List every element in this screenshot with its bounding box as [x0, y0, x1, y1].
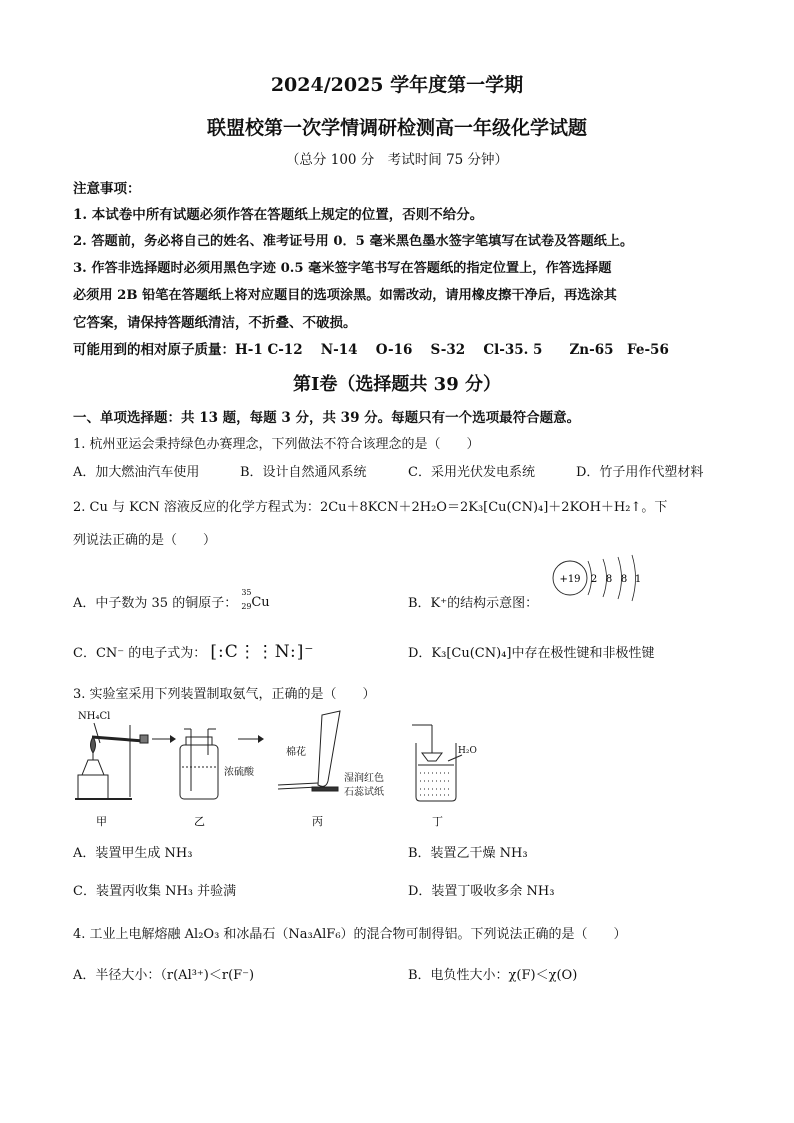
nuclide-mass: 35: [241, 587, 252, 597]
nuclide-number: 29: [241, 601, 252, 611]
notice-3b: 必须用 2B 铅笔在答题纸上将对应题目的选项涂黑。如需改动，请用橡皮擦干净后，再选涂其: [73, 288, 617, 303]
k-ion-structure-diagram: [548, 553, 648, 605]
notice-3a: 3. 作答非选择题时必须用黑色字迹 0.5 毫米签字笔书写在答题纸的指定位置上，作答选择题: [73, 261, 612, 276]
cn-electron-formula: [:C⋮⋮N:]⁻: [210, 642, 315, 662]
apparatus-figure: [72, 705, 477, 830]
exam-meta: （总分 100 分 考试时间 75 分钟）: [285, 152, 509, 168]
q1-option-b: B．设计自然通风系统: [240, 465, 367, 480]
q2-c-label: C．CN⁻ 的电子式为：: [73, 646, 207, 661]
q3-option-b: B．装置乙干燥 NH₃: [408, 846, 528, 861]
shell-3: 8: [620, 574, 628, 585]
shell-4: 1: [634, 574, 642, 585]
nucleus-charge: +19: [559, 574, 581, 585]
exam-year: 2024/2025 学年度第一学期: [270, 74, 524, 96]
q1-option-d: D．竹子用作代塑材料: [576, 465, 704, 480]
apparatus-jia: [75, 711, 148, 799]
label-paper-1: 湿润红色: [344, 773, 384, 784]
label-water: H₂O: [458, 746, 477, 756]
label-ding: 丁: [432, 815, 443, 828]
notice-heading: 注意事项：: [73, 181, 141, 197]
notice-3c: 它答案，请保持答题纸清洁，不折叠、不破损。: [73, 315, 357, 331]
q4-option-a: A．半径大小：（r(Al³⁺)＜r(F⁻): [73, 968, 255, 983]
label-jia: 甲: [96, 815, 107, 828]
q4-stem: 4. 工业上电解熔融 Al₂O₃ 和冰晶石（Na₃AlF₆）的混合物可制得铝。下列说法正确的是（ ）: [73, 927, 627, 942]
section-instructions: 一、单项选择题：共 13 题，每题 3 分，共 39 分。每题只有一个选项最符合题意。: [73, 410, 581, 426]
atomic-masses: 可能用到的相对原子质量：H-1 C-12 N-14 O-16 S-32 Cl-35. 5 Zn-65 Fe-56: [73, 342, 669, 358]
q1-option-c: C．采用光伏发电系统: [408, 465, 535, 480]
q2-stem-suffix: 。下: [641, 500, 668, 515]
q2-stem-prefix: 2. Cu 与 KCN 溶液反应的化学方程式为：: [73, 500, 320, 515]
q2-option-b: B．K⁺的结构示意图：: [408, 596, 539, 611]
label-bing: 丙: [312, 815, 323, 828]
q2-option-d: D．K₃[Cu(CN)₄]中存在极性键和非极性键: [408, 646, 655, 661]
q2-equation: 2Cu＋8KCN＋2H₂O＝2K₃[Cu(CN)₄]＋2KOH＋H₂↑: [319, 500, 642, 515]
apparatus-bing: [278, 711, 384, 798]
q2-a-label: A．中子数为 35 的铜原子：: [73, 596, 238, 611]
q3-option-c: C．装置丙收集 NH₃ 并验满: [73, 884, 237, 899]
q2-stem: [73, 496, 667, 515]
apparatus-ding: [412, 725, 477, 801]
shell-1: 2: [590, 574, 598, 585]
notice-2: 2. 答题前，务必将自己的姓名、准考证号用 0．5 毫米黑色墨水签字笔填写在试卷及答题纸上。: [73, 234, 634, 249]
q4-option-b: B．电负性大小：χ(F)＜χ(O): [408, 968, 578, 983]
q1-stem: 1. 杭州亚运会秉持绿色办赛理念，下列做法不符合该理念的是（ ）: [73, 437, 480, 452]
q3-stem: 3. 实验室采用下列装置制取氨气，正确的是（ ）: [73, 687, 376, 702]
label-acid: 浓硫酸: [224, 767, 254, 778]
nuclide-symbol: [241, 587, 270, 612]
nuclide-element: Cu: [251, 594, 270, 610]
section-title: 第Ⅰ卷（选择题共 39 分）: [292, 374, 501, 395]
exam-title: 联盟校第一次学情调研检测高一年级化学试题: [206, 117, 587, 139]
label-cotton: 棉花: [286, 747, 306, 758]
label-nh4cl: NH₄Cl: [78, 711, 111, 722]
q2-stem-line2: 列说法正确的是（ ）: [73, 533, 217, 548]
q2-option-a: [73, 587, 270, 612]
notice-1: 1. 本试卷中所有试题必须作答在答题纸上规定的位置，否则不给分。: [73, 207, 484, 223]
q3-option-d: D．装置丁吸收多余 NH₃: [408, 884, 555, 899]
shell-2: 8: [605, 574, 613, 585]
q3-option-a: A．装置甲生成 NH₃: [73, 846, 193, 861]
q2-option-c: [73, 642, 314, 662]
label-paper-2: 石蕊试纸: [344, 787, 384, 798]
label-yi: 乙: [194, 815, 205, 828]
q1-option-a: A．加大燃油汽车使用: [73, 465, 200, 480]
